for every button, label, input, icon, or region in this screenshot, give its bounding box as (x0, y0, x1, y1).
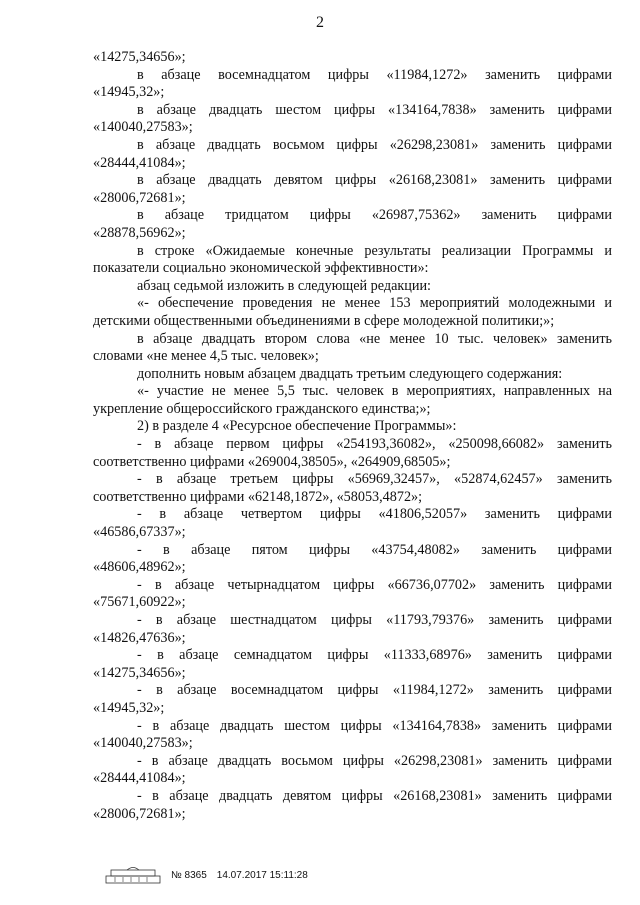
registry-stamp-icon (105, 866, 161, 884)
text-line: - в абзаце семнадцатом цифры «11333,68976» заменить цифрами (137, 647, 612, 664)
text-line: «28006,72681»; (93, 805, 186, 822)
text-line: укрепление общероссийского гражданского единства;»; (93, 400, 431, 417)
text-line: «14826,47636»; (93, 629, 186, 646)
text-line: дополнить новым абзацем двадцать третьим следующего содержания: (137, 365, 563, 382)
text-line: детскими общественными объединениями в сфере молодежной политики;»; (93, 312, 555, 329)
text-line: в абзаце двадцать девятом цифры «26168,23081» заменить цифрами (137, 172, 612, 189)
text-line: «28444,41084»; (93, 154, 186, 171)
text-line: - в абзаце двадцать восьмом цифры «26298,23081» заменить цифрами (137, 752, 612, 769)
text-line: «75671,60922»; (93, 594, 186, 611)
text-line: 2) в разделе 4 «Ресурсное обеспечение Программы»: (137, 418, 457, 435)
text-line: - в абзаце шестнадцатом цифры «11793,79376» заменить цифрами (137, 612, 612, 628)
text-line: - в абзаце двадцать шестом цифры «134164,7838» заменить цифрами (137, 717, 612, 734)
text-line: «48606,48962»; (93, 559, 186, 576)
text-line: «14275,34656»; (93, 49, 186, 65)
text-line: - в абзаце четвертом цифры «41806,52057» заменить цифрами (137, 506, 612, 523)
text-line: в строке «Ожидаемые конечные результаты реализации Программы и (137, 242, 612, 259)
text-line: - в абзаце четырнадцатом цифры «66736,07702» заменить цифрами (137, 576, 612, 593)
text-line: «- обеспечение проведения не менее 153 мероприятий молодежными и (137, 295, 612, 312)
text-line: «28444,41084»; (93, 770, 186, 787)
text-line: «- участие не менее 5,5 тыс. человек в мероприятиях, направленных на (137, 383, 612, 400)
document-footer (105, 865, 308, 885)
document-timestamp: 14.07.2017 15:11:28 (216, 869, 308, 881)
text-line: - в абзаце первом цифры «254193,36082», «250098,66082» заменить (137, 436, 612, 453)
text-line: в абзаце двадцать втором слова «не менее 10 тыс. человек» заменить (137, 330, 612, 347)
text-line: - в абзаце третьем цифры «56969,32457», «52874,62457» заменить (137, 471, 612, 488)
text-line: соответственно цифрами «62148,1872», «58053,4872»; (93, 488, 423, 505)
text-line: - в абзаце восемнадцатом цифры «11984,1272» заменить цифрами (137, 682, 612, 699)
text-line: «140040,27583»; (93, 735, 193, 752)
text-line: в абзаце двадцать шестом цифры «134164,7838» заменить цифрами (137, 101, 612, 118)
text-line: соответственно цифрами «269004,38505», «264909,68505»; (93, 453, 451, 470)
text-line: «14945,32»; (93, 699, 165, 716)
text-line: «46586,67337»; (93, 524, 186, 541)
text-line: - в абзаце пятом цифры «43754,48082» заменить цифрами (137, 541, 612, 558)
text-line: «14275,34656»; (93, 664, 186, 681)
text-line: абзац седьмой изложить в следующей редакции: (137, 277, 432, 294)
page-number: 2 (316, 14, 324, 31)
text-line: «14945,32»; (93, 84, 165, 101)
text-line: «140040,27583»; (93, 119, 193, 136)
text-line: показатели социально экономической эффективности»: (93, 260, 429, 277)
text-line: «28006,72681»; (93, 189, 186, 206)
text-line: в абзаце двадцать восьмом цифры «26298,23081» заменить цифрами (137, 136, 612, 153)
text-line: «28878,56962»; (93, 224, 186, 241)
document-registration-number: № 8365 (171, 869, 207, 881)
text-line: в абзаце тридцатом цифры «26987,75362» заменить цифрами (137, 207, 612, 224)
text-line: в абзаце восемнадцатом цифры «11984,1272» заменить цифрами (137, 66, 612, 83)
document-body (93, 49, 612, 823)
text-line: - в абзаце двадцать девятом цифры «26168,23081» заменить цифрами (137, 787, 612, 804)
text-line: словами «не менее 4,5 тыс. человек»; (93, 348, 319, 365)
